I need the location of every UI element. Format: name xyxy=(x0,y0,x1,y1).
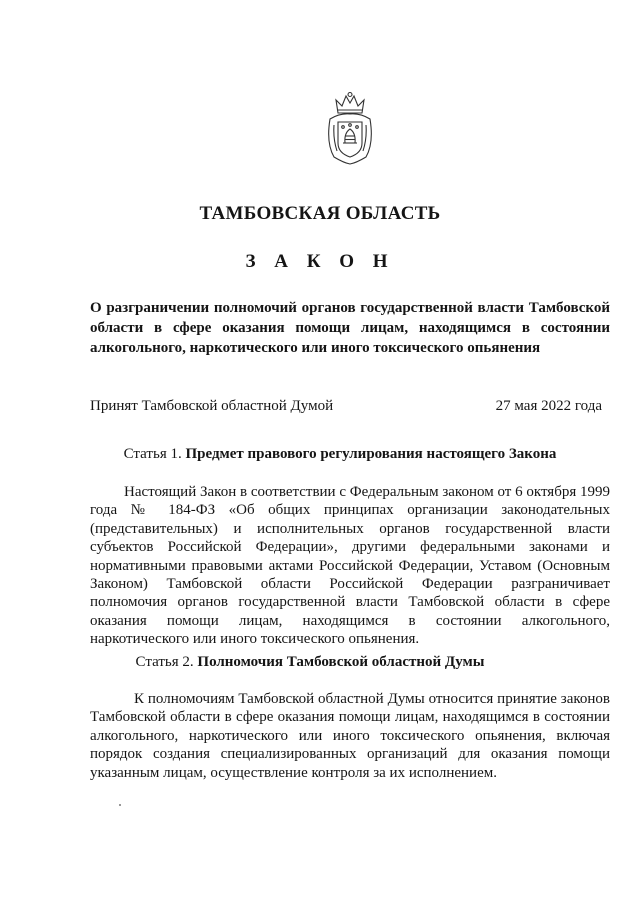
article-2-label: Статья 2. xyxy=(135,654,198,670)
coat-of-arms-icon xyxy=(324,91,376,165)
law-title: О разграничении полномочий органов государственной власти Тамбовской области в сфере оказания помощи лицам, находящимся в состоянии алкогольного, наркотического или иного токсического опьянения xyxy=(90,300,610,356)
adoption-line xyxy=(90,398,602,415)
adopted-by: Принят Тамбовской областной Думой xyxy=(90,398,334,414)
article-1-heading xyxy=(20,446,640,463)
article-2-text: К полномочиям Тамбовской областной Думы относится принятие законов Тамбовской области в сфере оказания помощи лицам, находящимся в состоянии алкогольного, наркотического или иного токсического опьянения, включая порядок создания специализированных организаций для оказания помощи указанным лицам, осуществление контроля за их исполнением. xyxy=(90,691,610,781)
document-type: З А К О Н xyxy=(245,251,395,272)
article-2-heading xyxy=(0,654,630,671)
article-1-title: Предмет правового регулирования настоящего Закона xyxy=(185,446,557,462)
region-name: ТАМБОВСКАЯ ОБЛАСТЬ xyxy=(199,203,441,224)
article-1-label: Статья 1. xyxy=(123,446,186,462)
article-2-title: Полномочия Тамбовской областной Думы xyxy=(197,654,485,670)
adoption-date: 27 мая 2022 года xyxy=(495,398,602,414)
article-1-text: Настоящий Закон в соответствии с Федеральным законом от 6 октября 1999 года № 184-ФЗ «Об общих принципах организации законодательных (представительных) и исполнительных органов государственной власти субъектов Российской Федерации», другими федеральными законами и нормативными правовыми актами Российской Федерации, Уставом (Основным Законом) Тамбовской области Российской Федерации разграничивает полномочия органов государственной власти Тамбовской области в сфере оказания помощи лицам, находящимся в состоянии алкогольного, наркотического или иного токсического опьянения. xyxy=(90,484,610,648)
scan-speck xyxy=(119,804,121,806)
